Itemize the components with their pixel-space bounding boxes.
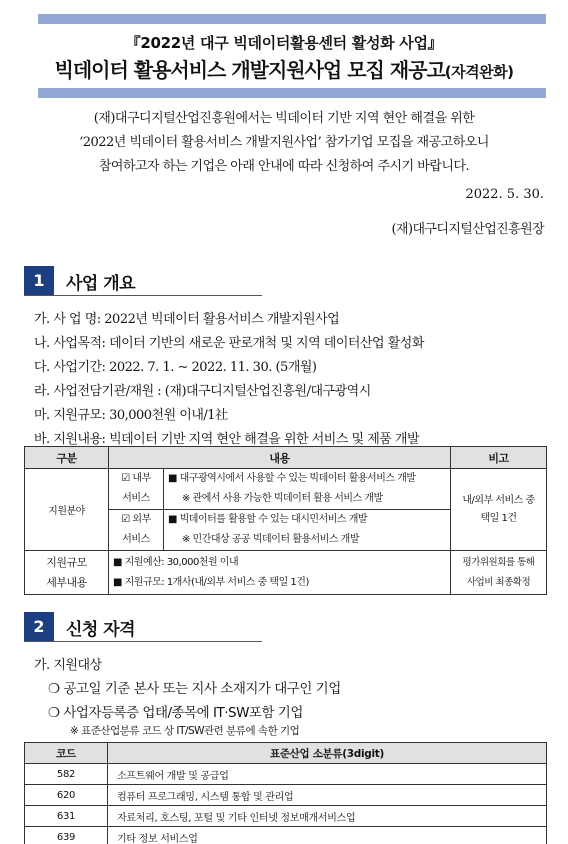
overview-item: 가. 사 업 명: 2022년 빅데이터 활용서비스 개발지원사업: [34, 312, 340, 327]
external-desc-2: ※ 민간대상 공공 빅데이터 활용서비스 개발: [182, 534, 359, 545]
title-line-1: 『2022년 대구 빅데이터활용센터 활성화 사업』: [125, 34, 443, 52]
section-1-heading: [24, 266, 262, 296]
scale-label: [25, 551, 109, 595]
scale-desc-2: ■ 지원규모: 1개사(내/외부 서비스 중 택일 1건): [113, 576, 309, 588]
col-header: 내용: [109, 447, 451, 469]
col-header: 구분: [25, 447, 109, 469]
overview-item: 마. 지원규모: 30,000천원 이내/1社: [34, 408, 228, 423]
scale-note-2: 사업비 최종확정: [466, 576, 531, 588]
field-note-2: 택일 1건: [480, 512, 517, 524]
title-paren: (자격완화): [444, 63, 514, 81]
table-row: [25, 551, 547, 595]
external-checkbox-label: ☑ 외부: [121, 514, 151, 525]
scale-desc-1: ■ 지원예산: 30,000천원 이내: [113, 556, 239, 568]
announcement-date: 2022. 5. 30.: [465, 187, 544, 202]
header-bottom-bar: [38, 88, 546, 98]
industry-code: 631: [25, 806, 108, 827]
internal-service-label: 서비스: [122, 493, 150, 504]
section-2-title: 신청 자격: [66, 620, 136, 640]
industry-name: 소프트웨어 개발 및 공급업: [108, 764, 547, 785]
table-row: [25, 827, 547, 844]
scale-note: [451, 551, 547, 595]
external-service-label: 서비스: [122, 534, 150, 545]
eligibility-bullet: ❍ 공고일 기준 본사 또는 지사 소재지가 대구인 기업: [48, 681, 341, 697]
industry-code: 582: [25, 764, 108, 785]
section-1-title: 사업 개요: [66, 274, 136, 294]
eligibility-subheading: 가. 지원대상: [34, 658, 102, 673]
internal-checkbox-label: ☑ 내부: [121, 473, 151, 484]
organization-signature: (재)대구디지털산업진흥원장: [391, 222, 544, 237]
industry-name: 컴퓨터 프로그래밍, 시스템 통합 및 관리업: [108, 785, 547, 806]
overview-table: [24, 446, 547, 595]
internal-type: [109, 469, 164, 510]
table-row: [25, 764, 547, 785]
col-header: 비고: [451, 447, 547, 469]
col-header: 표준산업 소분류(3digit): [108, 743, 547, 764]
intro-paragraph: [20, 107, 548, 179]
classification-note: ※ 표준산업분류 코드 상 IT/SW관련 분류에 속한 기업: [70, 725, 300, 737]
external-type: [109, 510, 164, 551]
section-2-number: 2: [24, 612, 54, 641]
overview-item: 라. 사업전담기관/재원 : (재)대구디지털산업진흥원/대구광역시: [34, 384, 371, 399]
intro-line-2: ‘2022년 빅데이터 활용서비스 개발지원사업’ 참가기업 모집을 재공고하오니: [79, 135, 489, 150]
industry-code-table: [24, 742, 547, 844]
intro-line-3: 참여하고자 하는 기업은 아래 안내에 따라 신청하여 주시기 바랍니다.: [98, 159, 470, 174]
table-header-row: [25, 743, 547, 764]
industry-code: 620: [25, 785, 108, 806]
industry-name: 기타 정보 서비스업: [108, 827, 547, 844]
overview-item: 나. 사업목적: 데이터 기반의 새로운 판로개척 및 지역 데이터산업 활성화: [34, 336, 424, 351]
table-header-row: [25, 447, 547, 469]
scale-label-1: 지원규모: [46, 555, 87, 569]
title-main: 빅데이터 활용서비스 개발지원사업 모집 재공고: [54, 58, 445, 82]
overview-item: 바. 지원내용: 빅데이터 기반 지역 현안 해결을 위한 서비스 및 제품 개발: [34, 432, 420, 447]
table-row: [25, 785, 547, 806]
eligibility-bullet: ❍ 사업자등록증 업태/종목에 IT·SW포함 기업: [48, 705, 303, 721]
col-header: 코드: [25, 743, 108, 764]
scale-note-1: 평가위원회를 통해: [462, 556, 535, 568]
table-row: [25, 469, 547, 510]
scale-label-2: 세부내용: [46, 575, 87, 589]
field-note: [451, 469, 547, 551]
section-1-number: 1: [24, 266, 54, 295]
external-desc-1: ■ 빅데이터를 활용할 수 있는 대시민서비스 개발: [168, 514, 368, 525]
intro-line-1: (재)대구디지털산업진흥원에서는 빅데이터 기반 지역 현안 해결을 위한: [93, 111, 475, 126]
internal-desc-1: ■ 대구광역시에서 사용할 수 있는 빅데이터 활용서비스 개발: [168, 473, 416, 484]
external-description: [164, 510, 451, 551]
scale-description: [109, 551, 451, 595]
title-line-2: [0, 54, 568, 83]
field-label: 지원분야: [25, 469, 109, 551]
table-row: [25, 806, 547, 827]
industry-code: 639: [25, 827, 108, 844]
internal-description: [164, 469, 451, 510]
section-2-heading: [24, 612, 262, 642]
industry-name: 자료처리, 호스팅, 포털 및 기타 인터넷 정보매개서비스업: [108, 806, 547, 827]
overview-item: 다. 사업기간: 2022. 7. 1. ∼ 2022. 11. 30. (5개월): [34, 360, 317, 375]
field-note-1: 내/외부 서비스 중: [462, 494, 535, 506]
internal-desc-2: ※ 관에서 사용 가능한 빅데이터 활용 서비스 개발: [182, 493, 383, 504]
header-top-bar: [38, 14, 546, 24]
